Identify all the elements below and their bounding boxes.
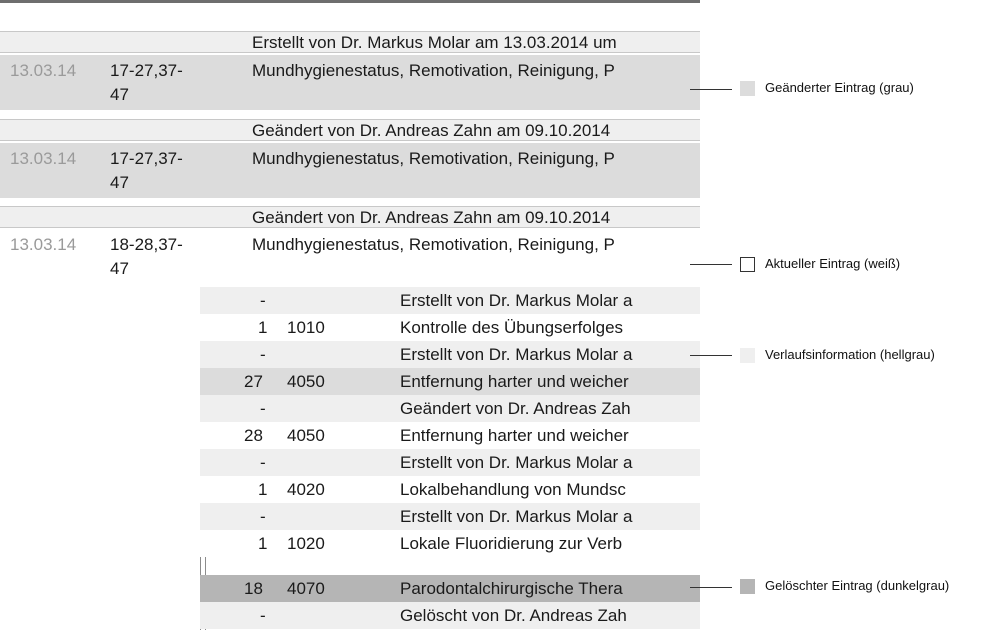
- service-subrow[interactable]: [200, 476, 700, 503]
- history-subrow[interactable]: [200, 341, 700, 368]
- history-row[interactable]: [0, 206, 700, 228]
- entry-teeth-cont: 47: [110, 259, 129, 278]
- legend-swatch-history: [740, 348, 755, 363]
- service-count: 1: [258, 534, 268, 553]
- history-text: Geändert von Dr. Andreas Zah: [400, 399, 631, 418]
- changed-entry-row[interactable]: [0, 55, 700, 110]
- history-subrow[interactable]: [200, 503, 700, 530]
- history-text: Gelöscht von Dr. Andreas Zah: [400, 606, 627, 625]
- legend-label-history: Verlaufsinformation (hellgrau): [765, 347, 935, 362]
- service-count: 18: [244, 579, 263, 598]
- history-text: Erstellt von Dr. Markus Molar am 13.03.2014 um: [252, 33, 617, 52]
- service-count: -: [260, 606, 266, 625]
- service-code: 1010: [287, 318, 325, 337]
- history-text: Erstellt von Dr. Markus Molar a: [400, 453, 633, 472]
- service-count: -: [260, 291, 266, 310]
- service-code: 4050: [287, 372, 325, 391]
- service-count: -: [260, 453, 266, 472]
- current-entry-row[interactable]: [0, 230, 700, 285]
- legend-swatch-changed: [740, 81, 755, 96]
- legend-swatch-deleted: [740, 579, 755, 594]
- deleted-service-subrow[interactable]: [200, 575, 700, 602]
- service-text: Entfernung harter und weicher: [400, 372, 629, 391]
- legend-label-deleted: Gelöschter Eintrag (dunkelgrau): [765, 578, 950, 593]
- service-count: -: [260, 399, 266, 418]
- history-row[interactable]: [0, 31, 700, 53]
- changed-service-subrow[interactable]: [200, 368, 700, 395]
- service-code: 4050: [287, 426, 325, 445]
- service-subrow[interactable]: [200, 530, 700, 557]
- entry-teeth: 17-27,37-: [110, 149, 183, 168]
- service-subrow[interactable]: [200, 422, 700, 449]
- history-text: Erstellt von Dr. Markus Molar a: [400, 291, 633, 310]
- legend-leader-line: [690, 355, 732, 356]
- history-subrow[interactable]: [200, 395, 700, 422]
- service-text: Lokalbehandlung von Mundsc: [400, 480, 626, 499]
- history-text: Erstellt von Dr. Markus Molar a: [400, 345, 633, 364]
- service-count: 27: [244, 372, 263, 391]
- history-subrow[interactable]: [200, 287, 700, 314]
- legend-leader-line: [690, 587, 732, 588]
- history-text: Geändert von Dr. Andreas Zahn am 09.10.2014: [252, 208, 611, 227]
- entry-date: 13.03.14: [10, 149, 77, 168]
- history-subrow[interactable]: [200, 449, 700, 476]
- service-code: 4070: [287, 579, 325, 598]
- legend-swatch-current: [740, 257, 755, 272]
- changed-entry-row[interactable]: [0, 143, 700, 198]
- service-count: 1: [258, 480, 268, 499]
- entry-teeth: 17-27,37-: [110, 61, 183, 80]
- service-text: Kontrolle des Übungserfolges: [400, 318, 624, 337]
- entry-text: Mundhygienestatus, Remotivation, Reinigung, P: [252, 235, 615, 254]
- service-code: 1020: [287, 534, 325, 553]
- service-count: -: [260, 345, 266, 364]
- entry-teeth: 18-28,37-: [110, 235, 183, 254]
- history-text: Geändert von Dr. Andreas Zahn am 09.10.2014: [252, 121, 611, 140]
- service-count: -: [260, 507, 266, 526]
- service-subrow[interactable]: [200, 314, 700, 341]
- service-text: Lokale Fluoridierung zur Verb: [400, 534, 623, 553]
- history-row[interactable]: [0, 119, 700, 141]
- entry-date: 13.03.14: [10, 61, 77, 80]
- legend-label-current: Aktueller Eintrag (weiß): [765, 256, 901, 271]
- entry-date: 13.03.14: [10, 235, 77, 254]
- service-count: 1: [258, 318, 268, 337]
- entry-teeth-cont: 47: [110, 173, 129, 192]
- service-text: Parodontalchirurgische Thera: [400, 579, 623, 598]
- legend-label-changed: Geänderter Eintrag (grau): [765, 80, 914, 95]
- entry-teeth-cont: 47: [110, 85, 129, 104]
- history-subrow[interactable]: [200, 602, 700, 629]
- service-code: 4020: [287, 480, 325, 499]
- entry-text: Mundhygienestatus, Remotivation, Reinigung, P: [252, 149, 615, 168]
- history-text: Erstellt von Dr. Markus Molar a: [400, 507, 633, 526]
- legend-leader-line: [690, 264, 732, 265]
- service-text: Entfernung harter und weicher: [400, 426, 629, 445]
- legend-leader-line: [690, 89, 732, 90]
- entry-text: Mundhygienestatus, Remotivation, Reinigung, P: [252, 61, 615, 80]
- service-count: 28: [244, 426, 263, 445]
